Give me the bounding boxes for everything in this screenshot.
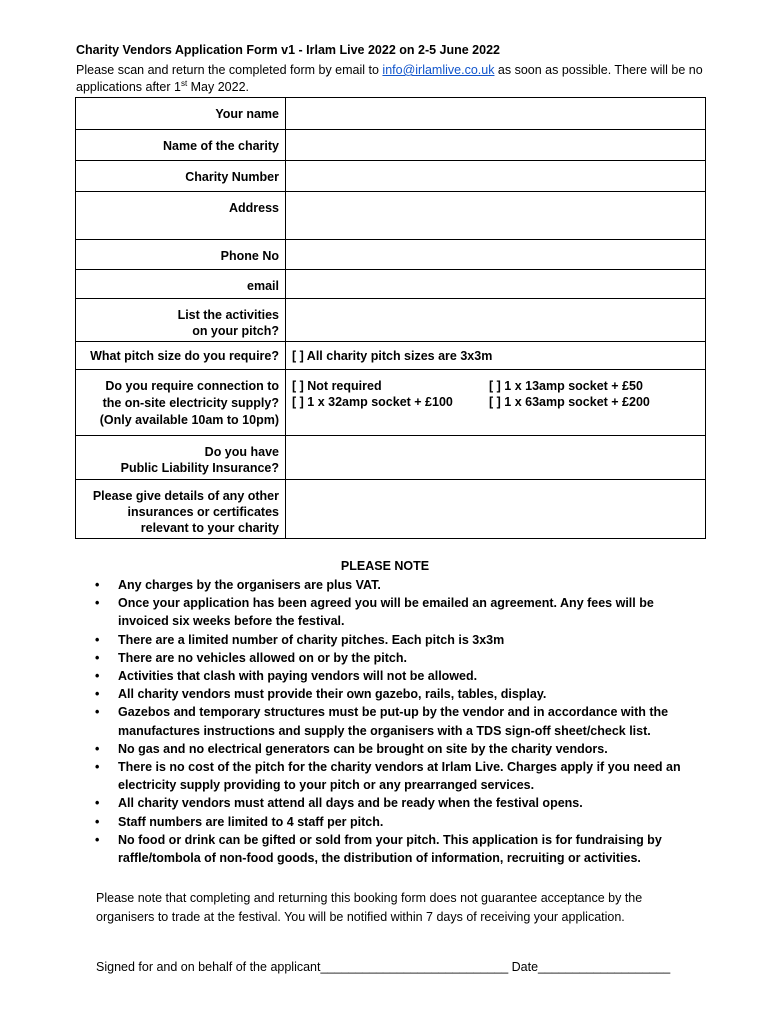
list-item: • There is no cost of the pitch for the charity vendors at Irlam Live. Charges apply if you need an electricity supply providing to your pitch or any prearranged services. xyxy=(95,760,681,793)
list-item: • No food or drink can be gifted or sold from your pitch. This application is for fundraising by raffle/tombola of non-food goods, the distribution of information, recruiting or activities. xyxy=(95,832,662,866)
bullet: • xyxy=(95,832,100,847)
list-item: • No gas and no electrical generators can be brought on site by the charity vendors. xyxy=(95,740,707,758)
address-field[interactable] xyxy=(286,192,706,240)
field-label: Name of the charity xyxy=(76,130,286,161)
list-item: • Once your application has been agreed you will be emailed an agreement. Any fees will be invoiced six weeks before the festival. xyxy=(95,596,654,629)
list-item: • Staff numbers are limited to 4 staff per pitch. xyxy=(95,813,707,831)
other-insurances-field[interactable] xyxy=(286,480,706,539)
application-form-table xyxy=(75,97,706,539)
bullet: • xyxy=(95,596,100,611)
electricity-option-32amp[interactable]: [ ] 1 x 32amp socket + £100 xyxy=(292,395,453,409)
signature-line[interactable]: Signed for and on behalf of the applicant___________________________ Date___________________ xyxy=(96,960,671,974)
bullet: • xyxy=(95,814,100,829)
form-row-electricity xyxy=(76,370,706,436)
list-item: • There are no vehicles allowed on or by the pitch. xyxy=(95,649,707,667)
form-row-email xyxy=(76,270,706,299)
bullet: • xyxy=(95,632,100,647)
bullet: • xyxy=(95,796,100,811)
field-label: What pitch size do you require? xyxy=(76,342,286,370)
form-title: Charity Vendors Application Form v1 - Irlam Live 2022 on 2-5 June 2022 xyxy=(76,43,500,57)
field-label: Phone No xyxy=(76,240,286,270)
pitch-size-option[interactable]: [ ] All charity pitch sizes are 3x3m xyxy=(286,342,706,370)
your-name-field[interactable] xyxy=(286,98,706,130)
field-label: email xyxy=(76,270,286,299)
bullet: • xyxy=(95,741,100,756)
notes-list xyxy=(95,576,707,867)
field-label: Do you require connection to the on-site electricity supply? (Only available 10am to 10pm) xyxy=(76,370,286,436)
field-label: List the activities on your pitch? xyxy=(76,299,286,342)
charity-name-field[interactable] xyxy=(286,130,706,161)
list-item: • All charity vendors must attend all days and be ready when the festival opens. xyxy=(95,794,707,812)
bullet: • xyxy=(95,578,100,592)
electricity-option-not-required[interactable]: [ ] Not required xyxy=(292,379,382,393)
form-row-pitch-size xyxy=(76,342,706,370)
activities-field[interactable] xyxy=(286,299,706,342)
email-field[interactable] xyxy=(286,270,706,299)
form-row-liability-insurance xyxy=(76,436,706,480)
bullet: • xyxy=(95,760,100,775)
list-item: • Gazebos and temporary structures must be put-up by the vendor and in accordance with the manufactures instructions and supply the organisers with a TDS sign-off sheet/check list. xyxy=(95,705,669,738)
intro-text: Please scan and return the completed form by email to info@irlamlive.co.uk as soon as possible. There will be no applications after 1st May 2022. xyxy=(76,63,703,94)
phone-field[interactable] xyxy=(286,240,706,270)
electricity-options xyxy=(286,370,706,436)
electricity-option-13amp[interactable]: [ ] 1 x 13amp socket + £50 xyxy=(489,379,643,393)
list-item: • All charity vendors must provide their own gazebo, rails, tables, display. xyxy=(95,685,707,703)
form-row-activities xyxy=(76,299,706,342)
form-row-phone xyxy=(76,240,706,270)
form-row-other-insurances xyxy=(76,480,706,539)
form-row-charity-number xyxy=(76,161,706,192)
list-item: • There are a limited number of charity pitches. Each pitch is 3x3m xyxy=(95,631,707,649)
charity-number-field[interactable] xyxy=(286,161,706,192)
field-label: Address xyxy=(76,192,286,240)
form-row-your-name xyxy=(76,98,706,130)
field-label: Do you have Public Liability Insurance? xyxy=(76,436,286,480)
bullet: • xyxy=(95,687,100,702)
disclaimer-text: Please note that completing and returning this booking form does not guarantee acceptance by the organisers to trade at the festival. You will be notified within 7 days of receiving your application. xyxy=(96,891,643,924)
form-row-address xyxy=(76,192,706,240)
bullet: • xyxy=(95,650,100,665)
form-row-charity-name xyxy=(76,130,706,161)
field-label: Charity Number xyxy=(76,161,286,192)
electricity-option-63amp[interactable]: [ ] 1 x 63amp socket + £200 xyxy=(489,395,650,409)
please-note-heading: PLEASE NOTE xyxy=(340,559,430,573)
list-item: • Activities that clash with paying vendors will not be allowed. xyxy=(95,667,707,685)
bullet: • xyxy=(95,705,100,720)
field-label: Your name xyxy=(76,98,286,130)
email-link[interactable]: info@irlamlive.co.uk xyxy=(382,63,495,77)
liability-insurance-field[interactable] xyxy=(286,436,706,480)
field-label: Please give details of any other insurances or certificates relevant to your charity xyxy=(76,480,286,539)
list-item: • Any charges by the organisers are plus VAT. xyxy=(95,576,707,594)
bullet: • xyxy=(95,669,100,684)
